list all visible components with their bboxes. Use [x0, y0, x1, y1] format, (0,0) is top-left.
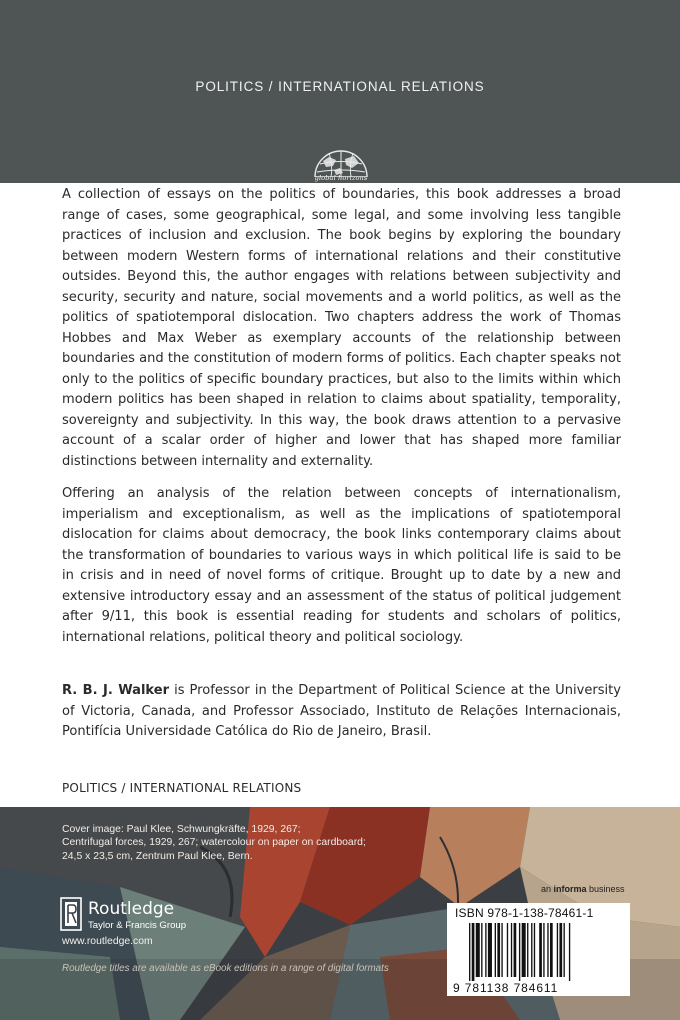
barcode-bar — [564, 923, 565, 977]
barcode-bar — [547, 923, 548, 977]
routledge-logo — [60, 895, 260, 935]
barcode-bar — [501, 923, 502, 977]
barcode-bar — [476, 923, 480, 977]
barcode-bar — [514, 923, 517, 977]
barcode-bar — [569, 923, 570, 981]
description-paragraph-1: A collection of essays on the politics of boundaries, this book addresses a broad range of cases, some geographical, some legal, and some involving less tangible practices of inclusion and exclusion. The book begins by exploring the boundary between modern Western forms of international relations and their constitutive outsides. Beyond this, the author engages with relations between subjectivity and security, security and nature, social movements and a world politics, as well as the politics of spatiotemporal dislocation. Two chapters address the work of Thomas Hobbes and Max Weber as exemplary accounts of the relationship between boundaries and the constitution of modern forms of politics. Each chapter speaks not only to the politics of specific boundary practices, but also to the limits within which modern politics has been shaped in relation to claims about spatiality, temporality, sovereignty and subjectivity. In this way, the book draws attention to a pervasive account of a scalar order of higher and lower that has shaped more familiar distinctions between internality and externality. — [62, 187, 621, 469]
series-label: POLITICS / INTERNATIONAL RELATIONS — [195, 79, 485, 94]
isbn-label: ISBN 978-1-138-78461-1 — [455, 906, 594, 920]
informa-suffix: business — [586, 884, 625, 894]
barcode-bar — [485, 923, 486, 977]
barcode-bar — [527, 923, 528, 977]
cover-credit — [62, 823, 392, 863]
informa-brand: informa — [553, 884, 587, 894]
cover-credit-line: Centrifugal forces, 1929, 267; watercolour on paper on cardboard; — [62, 837, 366, 849]
ebook-note: Routledge titles are available as eBook editions in a range of digital formats — [62, 963, 389, 974]
logo-text: global horizons — [314, 174, 368, 182]
barcode-digits: 9 781138 784611 — [453, 981, 559, 995]
publisher-name: Routledge — [88, 899, 175, 919]
informa-label — [541, 884, 625, 894]
barcode-bar — [469, 923, 470, 981]
barcode-bar — [550, 923, 553, 977]
cover-credit-line: Cover image: Paul Klee, Schwungkräfte, 1929, 267; — [62, 824, 301, 835]
barcode-bar — [495, 923, 496, 977]
author-bio — [62, 681, 621, 743]
isbn-barcode — [447, 903, 630, 996]
barcode-bar — [497, 923, 500, 977]
informa-prefix: an — [541, 884, 554, 894]
barcode-bar — [472, 923, 475, 981]
publisher-group: Taylor & Francis Group — [88, 920, 187, 931]
barcode-bar — [559, 923, 562, 977]
barcode-bar — [557, 923, 558, 977]
cover-credit-line: 24,5 x 23,5 cm, Zentrum Paul Klee, Bern. — [62, 850, 253, 862]
routledge-emblem-icon — [60, 897, 82, 931]
cover-artwork — [0, 807, 680, 1020]
author-bio-text: is Professor in the Department of Political Science at the University of Victoria, Canada, and Professor Associado, Instituto de Relações Internacionais, Pontifícia Universidade Católica do Rio de Janeiro, Brasil. — [62, 683, 621, 739]
barcode-bar — [543, 923, 544, 977]
barcode-bar — [481, 923, 482, 977]
globe-icon — [309, 133, 373, 177]
description-paragraph-2: Offering an analysis of the relation between concepts of internationalism, imperialism and exceptionalism, as well as the implications of spatiotemporal dislocation for claims about democracy, the book links contemporary claims about the transformation of boundaries to various ways in which political life is said to be in crisis and in need of novel forms of critique. Brought up to date by a new and extensive introductory essay and an assessment of the status of political judgement after 9/11, this book is essential reading for students and scholars of politics, international relations, political theory and political sociology. — [62, 486, 621, 645]
barcode-bar — [511, 923, 512, 977]
barcode-bar — [488, 923, 492, 977]
barcode-bar — [539, 923, 542, 977]
barcode-bar — [531, 923, 532, 977]
top-band — [0, 0, 680, 183]
global-horizons-logo — [309, 133, 373, 183]
subject-label: POLITICS / INTERNATIONAL RELATIONS — [62, 781, 302, 795]
barcode-bar — [507, 923, 508, 977]
barcode-bar — [519, 923, 520, 981]
author-name: R. B. J. Walker — [62, 683, 170, 698]
barcode-bar — [522, 923, 526, 977]
barcode-image — [447, 903, 630, 983]
publisher-website: www.routledge.com — [62, 936, 153, 947]
barcode-bar — [534, 923, 535, 977]
